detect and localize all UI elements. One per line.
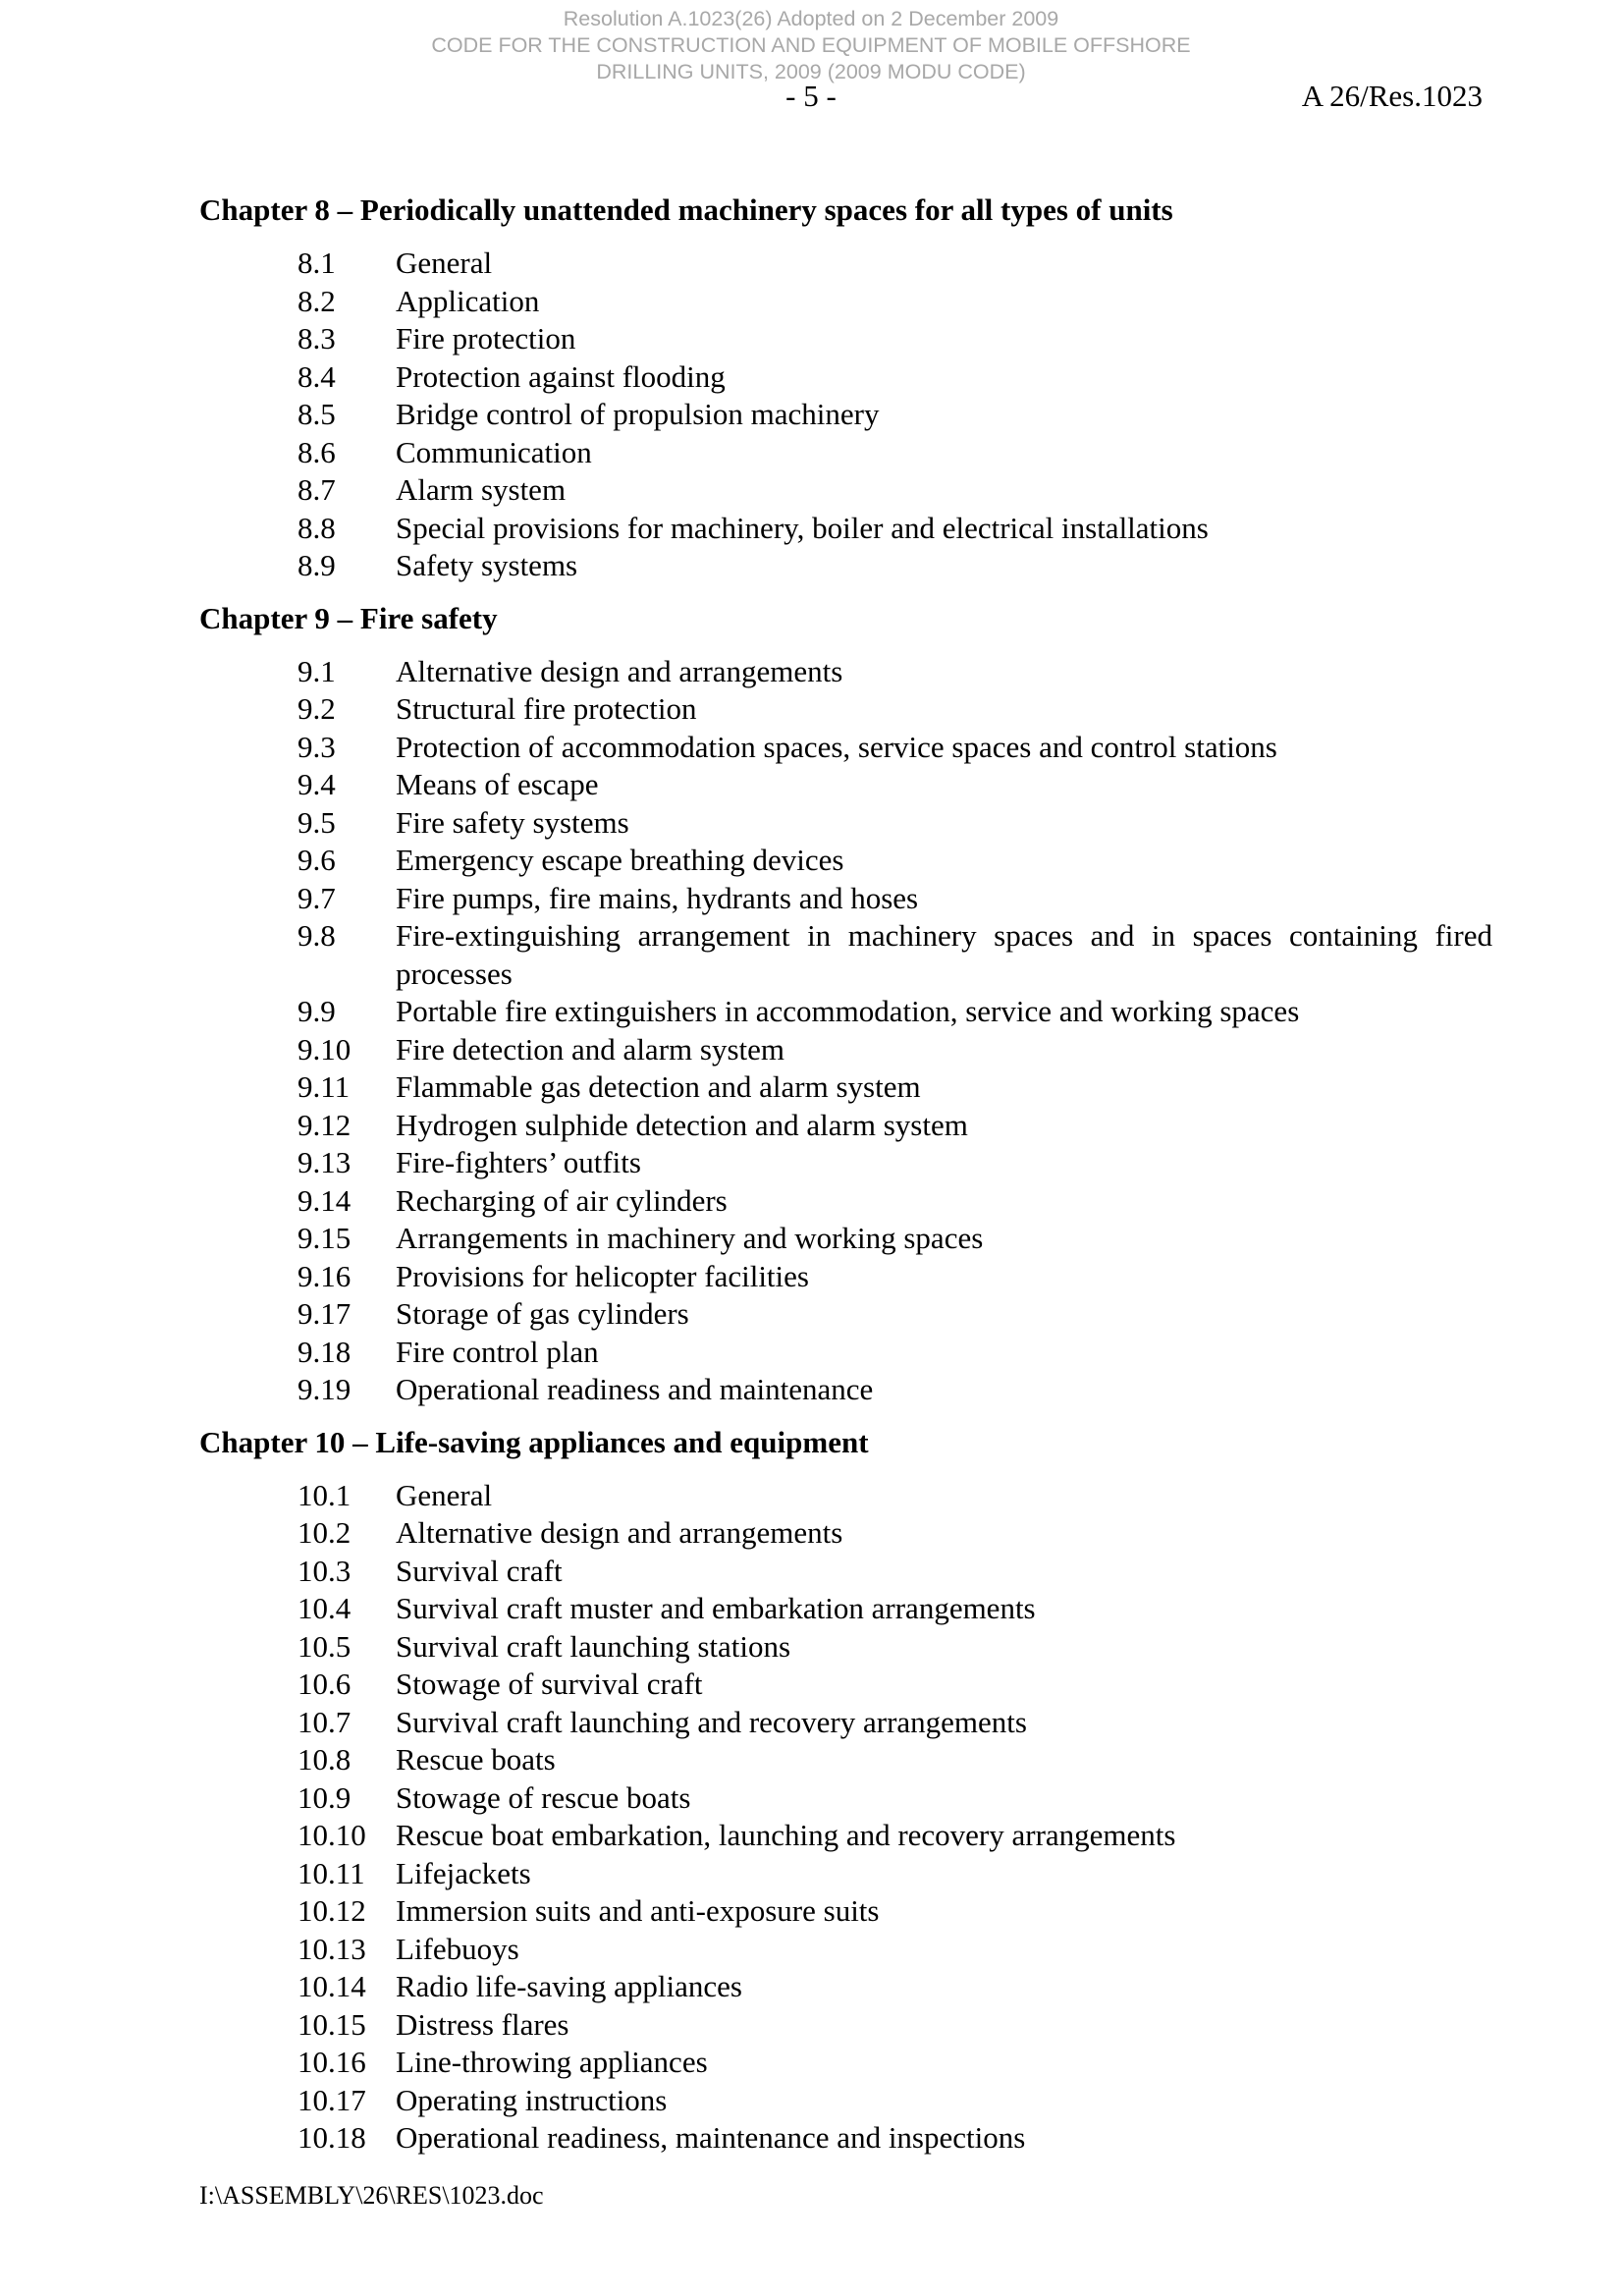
- section-title: Alternative design and arrangements: [396, 1515, 843, 1550]
- section-title: Operational readiness and maintenance: [396, 1372, 874, 1406]
- section-number: 10.1: [297, 1477, 351, 1512]
- section-item: [199, 1258, 1495, 1296]
- section-number: 8.7: [297, 472, 336, 507]
- section-number: 10.3: [297, 1553, 351, 1588]
- section-number: 9.9: [297, 994, 336, 1028]
- section-number: 10.13: [297, 1931, 366, 1966]
- section-number: 9.16: [297, 1258, 351, 1293]
- section-item: [199, 1704, 1495, 1742]
- section-item: [199, 283, 1495, 321]
- section-title: Rescue boats: [396, 1742, 556, 1777]
- section-number: 9.17: [297, 1296, 351, 1331]
- section-title: Survival craft: [396, 1553, 563, 1588]
- section-title: Provisions for helicopter facilities: [396, 1258, 809, 1293]
- section-item: [199, 1371, 1495, 1409]
- section-number: 9.10: [297, 1031, 351, 1066]
- section-number: 8.3: [297, 321, 336, 355]
- section-title: Fire pumps, fire mains, hydrants and hoses: [396, 880, 919, 915]
- section-list: [199, 653, 1495, 1409]
- section-number: 9.1: [297, 653, 336, 688]
- section-number: 10.4: [297, 1591, 351, 1625]
- section-title: Fire-extinguishing arrangement in machinery spaces and in spaces containing fired processes: [396, 918, 1492, 991]
- section-number: 9.19: [297, 1372, 351, 1406]
- section-item: [199, 917, 1495, 993]
- section-title: Operational readiness, maintenance and inspections: [396, 2120, 1026, 2155]
- section-number: 9.12: [297, 1107, 351, 1142]
- section-title: Protection against flooding: [396, 358, 726, 394]
- section-number: 9.8: [297, 918, 336, 953]
- section-item: [199, 1892, 1495, 1931]
- section-list: [199, 1477, 1495, 2158]
- section-title: Protection of accommodation spaces, service spaces and control stations: [396, 729, 1277, 764]
- section-title: Flammable gas detection and alarm system: [396, 1069, 921, 1104]
- section-title: Application: [396, 283, 540, 318]
- chapter-title: Chapter 9 – Fire safety: [199, 600, 498, 635]
- section-item: [199, 1817, 1495, 1855]
- section-title: Storage of gas cylinders: [396, 1296, 689, 1331]
- section-item: [199, 245, 1495, 283]
- chapter-9: [199, 600, 1495, 1409]
- chapter-title: Chapter 8 – Periodically unattended machinery spaces for all types of units: [199, 192, 1173, 227]
- section-number: 9.7: [297, 880, 336, 915]
- section-item: [199, 1477, 1495, 1515]
- section-item: [199, 1334, 1495, 1372]
- section-item: [199, 993, 1495, 1031]
- section-title: Alarm system: [396, 472, 567, 507]
- section-title: Alternative design and arrangements: [396, 653, 843, 688]
- section-item: [199, 510, 1495, 548]
- section-number: 10.15: [297, 2006, 366, 2042]
- section-number: 8.2: [297, 283, 336, 318]
- section-title: Line-throwing appliances: [396, 2045, 708, 2079]
- section-item: [199, 1590, 1495, 1628]
- section-number: 8.5: [297, 397, 336, 431]
- section-number: 8.9: [297, 548, 336, 582]
- watermark: [0, 6, 1622, 85]
- section-number: 9.14: [297, 1182, 351, 1218]
- section-item: [199, 1220, 1495, 1258]
- section-number: 9.5: [297, 804, 336, 840]
- section-item: [199, 396, 1495, 434]
- section-number: 10.10: [297, 1818, 366, 1852]
- section-number: 10.17: [297, 2082, 366, 2117]
- section-number: 10.5: [297, 1628, 351, 1664]
- section-title: Stowage of survival craft: [396, 1667, 703, 1701]
- section-title: Communication: [396, 434, 592, 469]
- section-title: Distress flares: [396, 2006, 569, 2042]
- section-item: [199, 1182, 1495, 1221]
- section-item: [199, 547, 1495, 585]
- chapter-10: [199, 1424, 1495, 2158]
- section-number: 8.6: [297, 434, 336, 469]
- watermark-line-1: Resolution A.1023(26) Adopted on 2 December 2009: [563, 7, 1059, 30]
- section-item: [199, 1741, 1495, 1779]
- section-title: Operating instructions: [396, 2082, 668, 2117]
- chapter-8: [199, 191, 1495, 585]
- section-number: 10.11: [297, 1855, 365, 1890]
- section-number: 10.7: [297, 1704, 351, 1739]
- section-item: [199, 1068, 1495, 1107]
- section-number: 9.15: [297, 1221, 351, 1255]
- watermark-line-3: DRILLING UNITS, 2009 (2009 MODU CODE): [596, 60, 1026, 83]
- section-item: [199, 729, 1495, 767]
- section-item: [199, 690, 1495, 729]
- chapter-title: Chapter 10 – Life-saving appliances and equipment: [199, 1424, 869, 1459]
- section-number: 10.9: [297, 1779, 351, 1815]
- section-title: Immersion suits and anti-exposure suits: [396, 1893, 880, 1928]
- section-title: Arrangements in machinery and working spaces: [396, 1221, 984, 1255]
- table-of-contents: [199, 191, 1495, 2172]
- section-item: [199, 1553, 1495, 1591]
- section-number: 10.6: [297, 1667, 351, 1701]
- section-title: Fire protection: [396, 321, 576, 355]
- section-number: 9.4: [297, 767, 336, 801]
- section-title: General: [396, 1477, 493, 1512]
- section-number: 9.3: [297, 729, 336, 764]
- page-number: - 5 -: [785, 79, 837, 113]
- section-title: Survival craft launching stations: [396, 1628, 791, 1664]
- section-number: 8.4: [297, 358, 336, 394]
- section-item: [199, 320, 1495, 358]
- section-item: [199, 1514, 1495, 1553]
- section-item: [199, 434, 1495, 472]
- section-title: Lifebuoys: [396, 1931, 519, 1966]
- section-number: 9.2: [297, 691, 336, 726]
- section-title: Survival craft muster and embarkation arrangements: [396, 1591, 1036, 1625]
- section-number: 9.13: [297, 1145, 351, 1179]
- section-number: 9.6: [297, 843, 336, 877]
- section-title: Emergency escape breathing devices: [396, 843, 844, 877]
- section-number: 8.1: [297, 246, 336, 280]
- section-item: [199, 471, 1495, 510]
- section-item: [199, 2082, 1495, 2120]
- section-item: [199, 1779, 1495, 1818]
- section-number: 9.18: [297, 1334, 351, 1369]
- section-item: [199, 804, 1495, 843]
- section-title: Recharging of air cylinders: [396, 1182, 728, 1218]
- section-item: [199, 1931, 1495, 1969]
- section-title: Survival craft launching and recovery arrangements: [396, 1704, 1027, 1739]
- section-number: 10.14: [297, 1969, 366, 2003]
- section-item: [199, 358, 1495, 397]
- section-item: [199, 1144, 1495, 1182]
- section-title: Lifejackets: [396, 1855, 531, 1890]
- section-number: 8.8: [297, 510, 336, 545]
- section-number: 10.8: [297, 1742, 351, 1777]
- section-number: 10.2: [297, 1515, 351, 1550]
- section-title: Radio life-saving appliances: [396, 1969, 742, 2003]
- section-item: [199, 2006, 1495, 2045]
- section-list: [199, 245, 1495, 585]
- watermark-line-2: CODE FOR THE CONSTRUCTION AND EQUIPMENT OF MOBILE OFFSHORE: [431, 33, 1191, 57]
- section-item: [199, 1968, 1495, 2006]
- section-item: [199, 766, 1495, 804]
- resolution-reference: A 26/Res.1023: [1301, 79, 1483, 113]
- section-title: Safety systems: [396, 548, 578, 582]
- section-item: [199, 1107, 1495, 1145]
- section-title: Fire-fighters’ outfits: [396, 1145, 641, 1179]
- file-path-footer: I:\ASSEMBLY\26\RES\1023.doc: [199, 2181, 544, 2210]
- section-item: [199, 842, 1495, 880]
- section-item: [199, 880, 1495, 918]
- section-item: [199, 1031, 1495, 1069]
- section-title: Special provisions for machinery, boiler and electrical installations: [396, 510, 1209, 545]
- section-item: [199, 2044, 1495, 2082]
- section-title: Bridge control of propulsion machinery: [396, 397, 880, 431]
- section-title: Structural fire protection: [396, 691, 697, 726]
- section-number: 10.12: [297, 1893, 366, 1928]
- section-title: Fire safety systems: [396, 804, 629, 840]
- section-item: [199, 653, 1495, 691]
- section-number: 9.11: [297, 1069, 351, 1104]
- section-title: Stowage of rescue boats: [396, 1779, 691, 1815]
- section-title: Hydrogen sulphide detection and alarm system: [396, 1107, 968, 1142]
- section-title: Rescue boat embarkation, launching and recovery arrangements: [396, 1818, 1176, 1852]
- section-item: [199, 1666, 1495, 1704]
- section-item: [199, 1628, 1495, 1667]
- section-item: [199, 2119, 1495, 2158]
- section-title: Portable fire extinguishers in accommodation, service and working spaces: [396, 994, 1300, 1028]
- section-item: [199, 1295, 1495, 1334]
- section-title: Fire detection and alarm system: [396, 1031, 784, 1066]
- section-title: General: [396, 246, 493, 280]
- section-title: Fire control plan: [396, 1334, 599, 1369]
- section-number: 10.18: [297, 2120, 366, 2155]
- section-item: [199, 1855, 1495, 1893]
- section-title: Means of escape: [396, 767, 599, 801]
- section-number: 10.16: [297, 2045, 366, 2079]
